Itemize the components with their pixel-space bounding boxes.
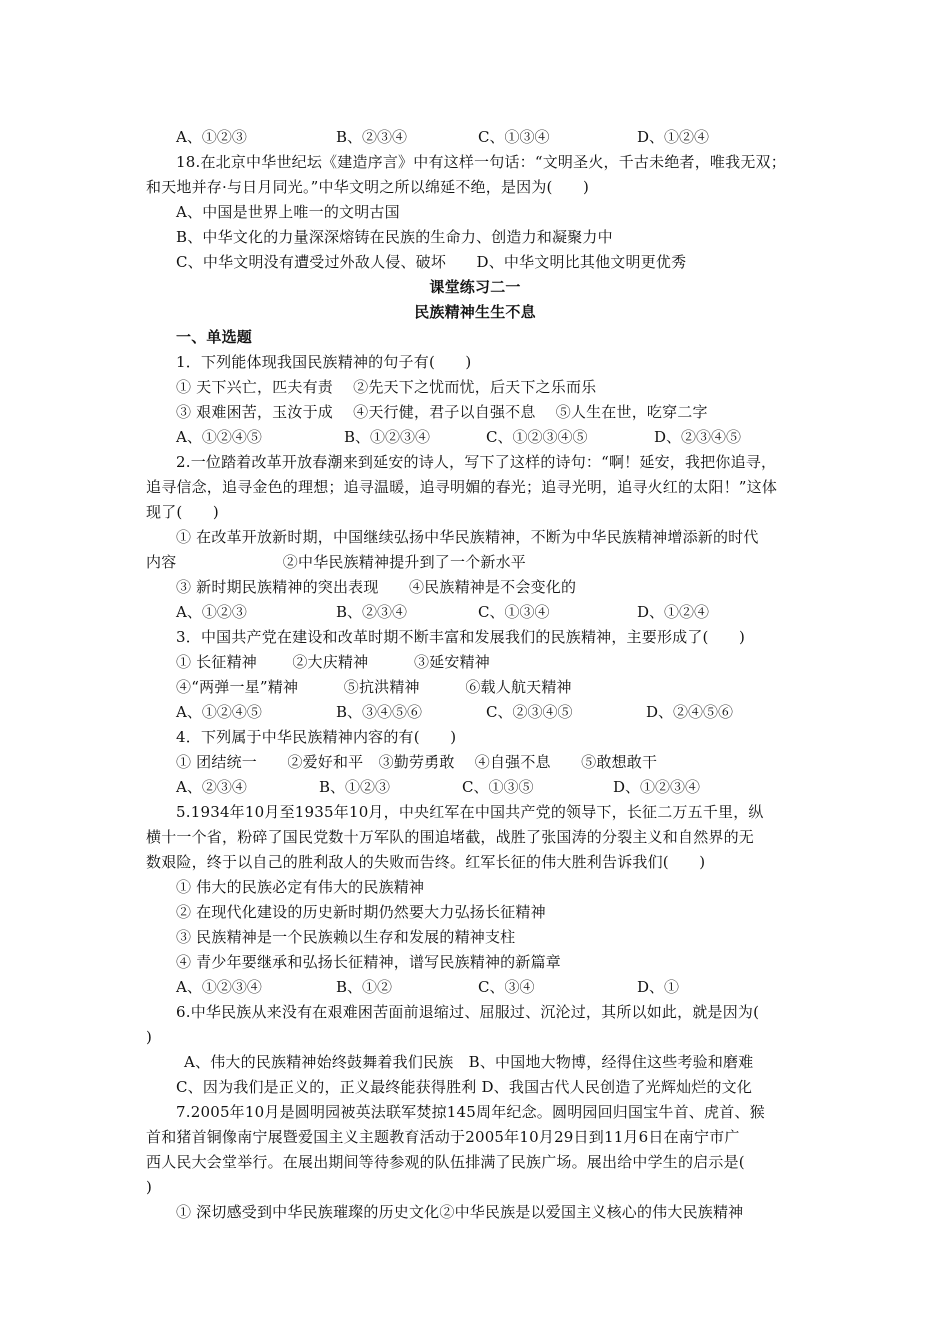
q17-option-d: D、①②④ bbox=[637, 128, 710, 146]
q18-option-b: B、中华文化的力量深深熔铸在民族的生命力、创造力和凝聚力中 bbox=[176, 228, 613, 246]
q2-item2: ③ 新时期民族精神的突出表现 ④民族精神是不会变化的 bbox=[176, 578, 577, 596]
q3-option-d: D、②④⑤⑥ bbox=[646, 703, 734, 721]
q18-line2: 和天地并存·与日月同光。”中华文明之所以绵延不绝，是因为( ) bbox=[146, 178, 590, 196]
q5-item2: ② 在现代化建设的历史新时期仍然要大力弘扬长征精神 bbox=[176, 903, 546, 921]
q3-stem: 3．中国共产党在建设和改革时期不断丰富和发展我们的民族精神，主要形成了( ) bbox=[176, 628, 746, 646]
q5-item4: ④ 青少年要继承和弘扬长征精神，谱写民族精神的新篇章 bbox=[176, 953, 561, 971]
q1-option-b: B、①②③④ bbox=[344, 428, 431, 446]
q5-option-c: C、③④ bbox=[478, 978, 535, 996]
q2-item1-a: ① 在改革开放新时期，中国继续弘扬中华民族精神，不断为中华民族精神增添新的时代 bbox=[176, 528, 759, 546]
section-title: 课堂练习二一 bbox=[429, 278, 521, 296]
q5-line2: 横十一个省，粉碎了国民党数十万军队的围追堵截，战胜了张国涛的分裂主义和自然界的无 bbox=[146, 828, 755, 846]
q6-option-cd: C、因为我们是正义的，正义最终能获得胜利 D、我国古代人民创造了光辉灿烂的文化 bbox=[176, 1078, 753, 1096]
q4-option-d: D、①②③④ bbox=[613, 778, 701, 796]
q1-stem: 1．下列能体现我国民族精神的句子有( ) bbox=[176, 353, 472, 371]
q6-line1: 6.中华民族从来没有在艰难困苦面前退缩过、屈服过、沉沦过，其所以如此，就是因为( bbox=[176, 1003, 760, 1021]
q5-option-d: D、① bbox=[637, 978, 680, 996]
q17-option-a: A、①②③ bbox=[176, 128, 247, 146]
q17-option-b: B、②③④ bbox=[336, 128, 408, 146]
q3-items-1: ① 长征精神 ②大庆精神 ③延安精神 bbox=[176, 653, 490, 671]
q7-line1: 7.2005年10月是圆明园被英法联军焚掠145周年纪念。圆明园回归国宝牛首、虎首、猴 bbox=[176, 1103, 765, 1121]
q5-line1: 5.1934年10月至1935年10月，中央红军在中国共产党的领导下，长征二万五千里，纵 bbox=[176, 803, 764, 821]
q1-option-a: A、①②④⑤ bbox=[176, 428, 262, 446]
q6-option-ab: A、伟大的民族精神始终鼓舞着我们民族 B、中国地大物博，经得住这些考验和磨难 bbox=[184, 1053, 754, 1071]
q2-option-a: A、①②③ bbox=[176, 603, 247, 621]
q5-item1: ① 伟大的民族必定有伟大的民族精神 bbox=[176, 878, 425, 896]
q2-option-c: C、①③④ bbox=[478, 603, 550, 621]
q2-line1: 2.一位踏着改革开放春潮来到延安的诗人，写下了这样的诗句：“啊！延安，我把你追寻， bbox=[176, 453, 777, 471]
q2-option-d: D、①②④ bbox=[637, 603, 710, 621]
q3-option-a: A、①②④⑤ bbox=[176, 703, 262, 721]
q18-option-cd: C、中华文明没有遭受过外敌人侵、破坏 D、中华文明比其他文明更优秀 bbox=[176, 253, 687, 271]
q7-line2: 首和猪首铜像南宁展暨爱国主义主题教育活动于2005年10月29日到11月6日在南宁市广 bbox=[146, 1128, 740, 1146]
q7-line3: 西人民大会堂举行。在展出期间等待参观的队伍排满了民族广场。展出给中学生的启示是( bbox=[146, 1153, 745, 1171]
q4-option-b: B、①②③ bbox=[319, 778, 391, 796]
q4-option-a: A、②③④ bbox=[176, 778, 247, 796]
section-heading: 一、单选题 bbox=[176, 328, 253, 346]
q7-line4: ) bbox=[146, 1178, 153, 1196]
q18-option-a: A、中国是世界上唯一的文明古国 bbox=[176, 203, 400, 221]
q5-item3: ③ 民族精神是一个民族赖以生存和发展的精神支柱 bbox=[176, 928, 516, 946]
q1-items-1: ① 天下兴亡，匹夫有责 ②先天下之忧而忧，后天下之乐而乐 bbox=[176, 378, 597, 396]
q6-line2: ) bbox=[146, 1028, 153, 1046]
q5-option-b: B、①② bbox=[336, 978, 393, 996]
q5-option-a: A、①②③④ bbox=[176, 978, 262, 996]
q2-option-b: B、②③④ bbox=[336, 603, 408, 621]
section-subtitle: 民族精神生生不息 bbox=[414, 303, 536, 321]
q5-line3: 数艰险，终于以自己的胜利敌人的失败而告终。红军长征的伟大胜利告诉我们( ) bbox=[146, 853, 706, 871]
q17-option-c: C、①③④ bbox=[478, 128, 550, 146]
q3-items-2: ④“两弹一星”精神 ⑤抗洪精神 ⑥载人航天精神 bbox=[176, 678, 572, 696]
q2-line3: 现了( ) bbox=[146, 503, 219, 521]
q1-items-2: ③ 艰难困苦，玉汝于成 ④天行健，君子以自强不息 ⑤人生在世，吃穿二字 bbox=[176, 403, 708, 421]
q1-option-d: D、②③④⑤ bbox=[654, 428, 742, 446]
q7-item1: ① 深切感受到中华民族璀璨的历史文化②中华民族是以爱国主义核心的伟大民族精神 bbox=[176, 1203, 744, 1221]
q4-option-c: C、①③⑤ bbox=[462, 778, 534, 796]
q4-stem: 4．下列属于中华民族精神内容的有( ) bbox=[176, 728, 457, 746]
q2-line2: 追寻信念，追寻金色的理想；追寻温暖，追寻明媚的春光；追寻光明，追寻火红的太阳！”这体 bbox=[146, 478, 778, 496]
q4-items: ① 团结统一 ②爱好和平 ③勤劳勇敢 ④自强不息 ⑤敢想敢干 bbox=[176, 753, 658, 771]
q3-option-c: C、②③④⑤ bbox=[486, 703, 573, 721]
q3-option-b: B、③④⑤⑥ bbox=[336, 703, 423, 721]
q18-line1: 18.在北京中华世纪坛《建造序言》中有这样一句话：“文明圣火，千古未绝者，唯我无双； bbox=[176, 153, 786, 171]
q1-option-c: C、①②③④⑤ bbox=[486, 428, 588, 446]
q2-item1-b: 内容 ②中华民族精神提升到了一个新水平 bbox=[146, 553, 527, 571]
